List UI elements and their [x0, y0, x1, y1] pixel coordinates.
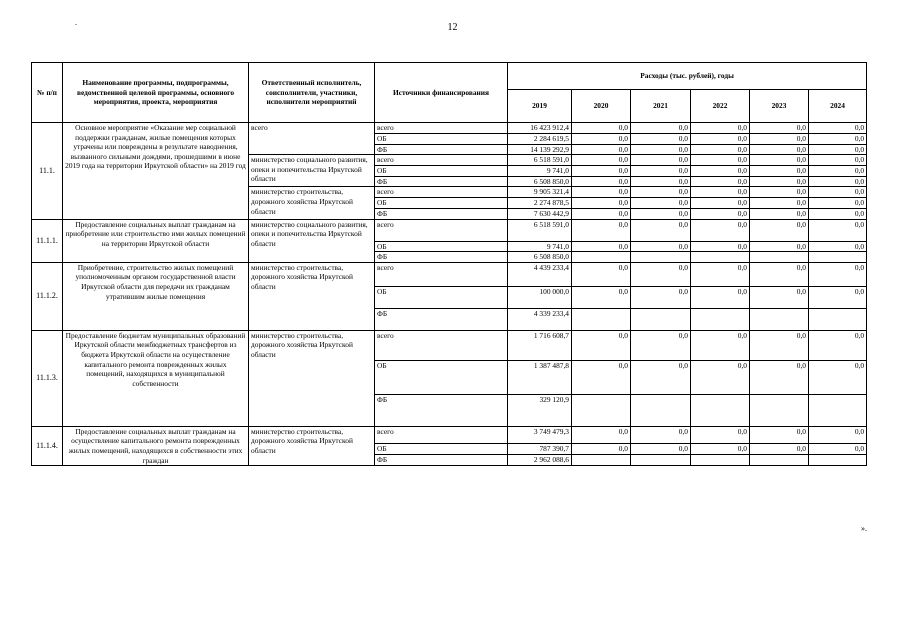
- expense-value: 0,0: [691, 262, 750, 286]
- expense-value: 0,0: [750, 219, 809, 241]
- expense-value: 0,0: [750, 360, 809, 394]
- funding-source: ОБ: [375, 360, 508, 394]
- expense-value: 0,0: [809, 166, 867, 177]
- expense-value: 0,0: [750, 176, 809, 187]
- funding-source: ФБ: [375, 455, 508, 466]
- expense-value: [750, 455, 809, 466]
- funding-source: ФБ: [375, 144, 508, 155]
- funding-source: ФБ: [375, 252, 508, 263]
- activity-name: Приобретение, строительство жилых помещений уполномоченным органом государственной власти Иркутской области для передачи их гражданам утратившим жилые помещения: [63, 262, 249, 330]
- expense-value: 0,0: [572, 262, 631, 286]
- expense-value: 14 139 292,9: [508, 144, 572, 155]
- expense-value: 0,0: [572, 176, 631, 187]
- expense-value: 0,0: [572, 330, 631, 360]
- funding-source: ОБ: [375, 443, 508, 454]
- expense-value: 0,0: [691, 208, 750, 219]
- expense-value: 0,0: [691, 187, 750, 198]
- financing-table: [31, 62, 867, 466]
- header-num: № п/п: [32, 63, 63, 123]
- expense-value: 9 741,0: [508, 166, 572, 177]
- expense-value: 0,0: [809, 176, 867, 187]
- expense-value: 0,0: [809, 198, 867, 209]
- expense-value: 0,0: [631, 144, 691, 155]
- expense-value: [631, 252, 691, 263]
- expense-value: 0,0: [750, 198, 809, 209]
- expense-value: 0,0: [750, 262, 809, 286]
- expense-value: 787 390,7: [508, 443, 572, 454]
- expense-value: 0,0: [572, 360, 631, 394]
- header-expenses: Расходы (тыс. рублей), годы: [508, 63, 867, 90]
- expense-value: 0,0: [750, 166, 809, 177]
- header-source: Источники финансирования: [375, 63, 508, 123]
- expense-value: 0,0: [631, 330, 691, 360]
- expense-value: 6 518 591,0: [508, 155, 572, 166]
- expense-value: [809, 308, 867, 330]
- funding-source: ОБ: [375, 166, 508, 177]
- expense-value: 0,0: [691, 176, 750, 187]
- funding-source: всего: [375, 187, 508, 198]
- activity-name: Основное мероприятие «Оказание мер социальной поддержки гражданам, жилые помещения которых утрачены или повреждены в результате наводнения, вызванного сильными дождями, прошедшими в июне 2019 года на территории Иркутской области» на 2019 год: [63, 123, 249, 220]
- expense-value: 0,0: [631, 443, 691, 454]
- expense-value: 0,0: [809, 187, 867, 198]
- funding-source: ФБ: [375, 394, 508, 426]
- expense-value: 0,0: [691, 286, 750, 308]
- expense-value: 0,0: [750, 144, 809, 155]
- funding-source: ФБ: [375, 308, 508, 330]
- expense-value: [572, 308, 631, 330]
- expense-value: 0,0: [691, 241, 750, 252]
- expense-value: 0,0: [631, 123, 691, 134]
- expense-value: 0,0: [631, 166, 691, 177]
- funding-source: всего: [375, 123, 508, 134]
- expense-value: 0,0: [572, 123, 631, 134]
- expense-value: [809, 252, 867, 263]
- expense-value: 0,0: [809, 360, 867, 394]
- expense-value: 0,0: [750, 426, 809, 443]
- executor-cell: министерство социального развития, опеки и попечительства Иркутской области: [249, 219, 375, 262]
- expense-value: 0,0: [572, 443, 631, 454]
- expense-value: [631, 455, 691, 466]
- funding-source: ОБ: [375, 134, 508, 145]
- expense-value: 0,0: [631, 155, 691, 166]
- expense-value: [631, 308, 691, 330]
- funding-source: ОБ: [375, 241, 508, 252]
- expense-value: 4 439 233,4: [508, 262, 572, 286]
- expense-value: [572, 252, 631, 263]
- row-number: 11.1.: [32, 123, 63, 220]
- header-name: Наименование программы, подпрограммы, ведомственной целевой программы, основного мероприятия, проекта, мероприятия: [63, 63, 249, 123]
- expense-value: 0,0: [750, 208, 809, 219]
- row-number: 11.1.2.: [32, 262, 63, 330]
- expense-value: 0,0: [631, 241, 691, 252]
- expense-value: 9 741,0: [508, 241, 572, 252]
- expense-value: 100 000,0: [508, 286, 572, 308]
- expense-value: 0,0: [572, 286, 631, 308]
- header-year: 2024: [809, 90, 867, 123]
- executor-cell: всего: [249, 123, 375, 155]
- closing-mark: ».: [861, 524, 867, 533]
- expense-value: 0,0: [631, 176, 691, 187]
- expense-value: 0,0: [572, 187, 631, 198]
- expense-value: 0,0: [809, 134, 867, 145]
- expense-value: 0,0: [809, 262, 867, 286]
- expense-value: 0,0: [631, 134, 691, 145]
- funding-source: ФБ: [375, 176, 508, 187]
- expense-value: 0,0: [691, 134, 750, 145]
- expense-value: [750, 394, 809, 426]
- expense-value: 0,0: [691, 155, 750, 166]
- activity-name: Предоставление бюджетам муниципальных образований Иркутской области межбюджетных трансфертов из бюджета Иркутской области на осуществление капитального ремонта поврежденных жилых помещений, находящихся в муниципальной собственности: [63, 330, 249, 426]
- expense-value: 0,0: [572, 241, 631, 252]
- expense-value: [572, 394, 631, 426]
- expense-value: [750, 308, 809, 330]
- funding-source: ФБ: [375, 208, 508, 219]
- executor-cell: министерство строительства, дорожного хозяйства Иркутской области: [249, 330, 375, 426]
- expense-value: 0,0: [691, 426, 750, 443]
- expense-value: 0,0: [691, 219, 750, 241]
- expense-value: 0,0: [809, 443, 867, 454]
- expense-value: [631, 394, 691, 426]
- expense-value: 2 962 088,6: [508, 455, 572, 466]
- executor-cell: министерство строительства, дорожного хозяйства Иркутской области: [249, 262, 375, 330]
- expense-value: 0,0: [631, 208, 691, 219]
- expense-value: 0,0: [631, 360, 691, 394]
- activity-name: Предоставление социальных выплат гражданам на осуществление капитального ремонта поврежденных жилых помещений, находящихся в собственности этих граждан: [63, 426, 249, 465]
- expense-value: 0,0: [691, 166, 750, 177]
- funding-source: ОБ: [375, 286, 508, 308]
- expense-value: 0,0: [809, 330, 867, 360]
- header-year: 2019: [508, 90, 572, 123]
- expense-value: 4 339 233,4: [508, 308, 572, 330]
- expense-value: 1 387 487,8: [508, 360, 572, 394]
- expense-value: 0,0: [572, 219, 631, 241]
- expense-value: 0,0: [750, 134, 809, 145]
- header-year: 2022: [691, 90, 750, 123]
- expense-value: 1 716 608,7: [508, 330, 572, 360]
- expense-value: 0,0: [572, 144, 631, 155]
- expense-value: 0,0: [631, 262, 691, 286]
- expense-value: 0,0: [631, 219, 691, 241]
- expense-value: 0,0: [691, 360, 750, 394]
- table-row: [32, 123, 867, 134]
- executor-cell: министерство социального развития, опеки и попечительства Иркутской области: [249, 155, 375, 187]
- expense-value: 0,0: [572, 134, 631, 145]
- executor-cell: министерство строительства, дорожного хозяйства Иркутской области: [249, 187, 375, 219]
- activity-name: Предоставление социальных выплат гражданам на приобретение или строительство ими жилых помещений на территории Иркутской области: [63, 219, 249, 262]
- expense-value: 0,0: [631, 286, 691, 308]
- row-number: 11.1.3.: [32, 330, 63, 426]
- page-number: 12: [447, 22, 458, 33]
- expense-value: 0,0: [572, 166, 631, 177]
- expense-value: [750, 252, 809, 263]
- expense-value: 2 274 878,5: [508, 198, 572, 209]
- expense-value: 9 905 321,4: [508, 187, 572, 198]
- expense-value: 0,0: [750, 155, 809, 166]
- header-year: 2023: [750, 90, 809, 123]
- header-executor: Ответственный исполнитель, соисполнители, участники, исполнители мероприятий: [249, 63, 375, 123]
- header-year: 2021: [631, 90, 691, 123]
- expense-value: 0,0: [691, 144, 750, 155]
- page-mark: .: [75, 18, 77, 27]
- row-number: 11.1.4.: [32, 426, 63, 465]
- funding-source: ОБ: [375, 198, 508, 209]
- expense-value: 6 508 850,0: [508, 252, 572, 263]
- expense-value: 3 749 479,3: [508, 426, 572, 443]
- expense-value: 0,0: [809, 123, 867, 134]
- expense-value: 0,0: [691, 198, 750, 209]
- expense-value: [572, 455, 631, 466]
- expense-value: 16 423 912,4: [508, 123, 572, 134]
- expense-value: 6 518 591,0: [508, 219, 572, 241]
- expense-value: 0,0: [750, 123, 809, 134]
- funding-source: всего: [375, 330, 508, 360]
- expense-value: [809, 394, 867, 426]
- expense-value: 0,0: [572, 155, 631, 166]
- expense-value: 0,0: [809, 426, 867, 443]
- expense-value: 0,0: [691, 443, 750, 454]
- expense-value: 0,0: [572, 208, 631, 219]
- funding-source: всего: [375, 426, 508, 443]
- expense-value: 0,0: [750, 241, 809, 252]
- expense-value: 0,0: [631, 198, 691, 209]
- expense-value: [809, 455, 867, 466]
- expense-value: 0,0: [631, 187, 691, 198]
- expense-value: [691, 394, 750, 426]
- table-row: [32, 219, 867, 241]
- funding-source: всего: [375, 219, 508, 241]
- expense-value: 0,0: [750, 187, 809, 198]
- expense-value: [691, 252, 750, 263]
- expense-value: [691, 455, 750, 466]
- header-year: 2020: [572, 90, 631, 123]
- expense-value: 0,0: [809, 286, 867, 308]
- expense-value: 7 630 442,9: [508, 208, 572, 219]
- row-number: 11.1.1.: [32, 219, 63, 262]
- expense-value: 0,0: [809, 208, 867, 219]
- expense-value: 0,0: [631, 426, 691, 443]
- expense-value: 0,0: [750, 443, 809, 454]
- table-row: [32, 330, 867, 360]
- table-row: [32, 426, 867, 443]
- expense-value: 6 508 850,0: [508, 176, 572, 187]
- executor-cell: министерство строительства, дорожного хозяйства Иркутской области: [249, 426, 375, 465]
- expense-value: 0,0: [750, 286, 809, 308]
- expense-value: 0,0: [572, 426, 631, 443]
- expense-value: 0,0: [572, 198, 631, 209]
- expense-value: 0,0: [691, 330, 750, 360]
- table-row: [32, 262, 867, 286]
- funding-source: всего: [375, 155, 508, 166]
- expense-value: 0,0: [809, 155, 867, 166]
- expense-value: 0,0: [809, 144, 867, 155]
- expense-value: 329 120,9: [508, 394, 572, 426]
- expense-value: 0,0: [691, 123, 750, 134]
- expense-value: 0,0: [809, 219, 867, 241]
- expense-value: 0,0: [750, 330, 809, 360]
- expense-value: [691, 308, 750, 330]
- funding-source: всего: [375, 262, 508, 286]
- expense-value: 0,0: [809, 241, 867, 252]
- expense-value: 2 284 619,5: [508, 134, 572, 145]
